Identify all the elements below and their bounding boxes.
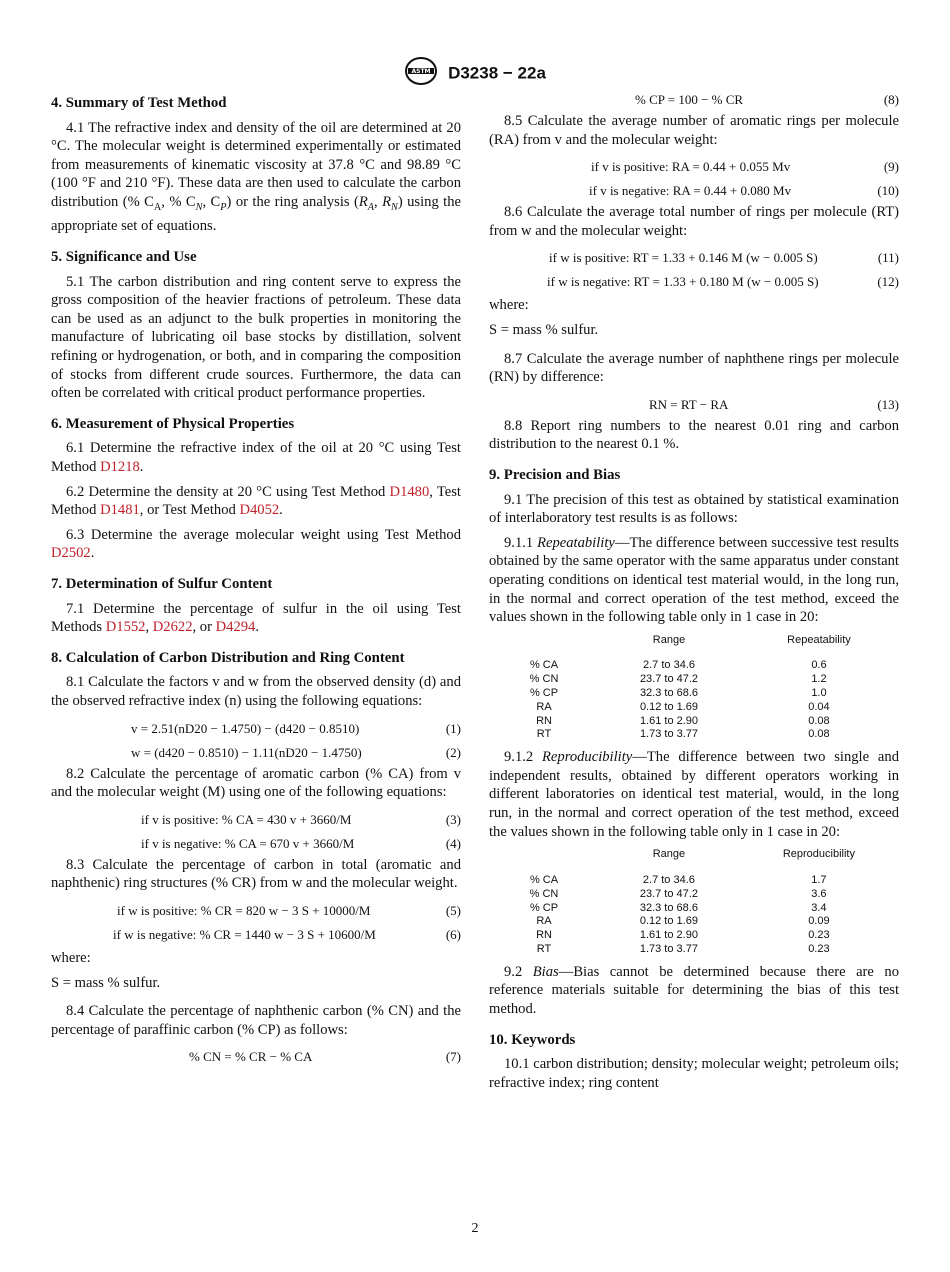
sulfur-definition-1: S = mass % sulfur. — [51, 974, 161, 991]
table-row: RA 0.12 to 1.69 0.09 — [536, 915, 830, 928]
section-8-title: 8. Calculation of Carbon Distribution and Ring Content — [51, 649, 405, 666]
table-row: RT 1.73 to 3.77 0.08 — [536, 728, 830, 741]
where-label-2: where: — [489, 297, 529, 314]
paragraph-9-1: 9.1 The precision of this test as obtained by statistical examination of interlaboratory test results is as follows: — [489, 491, 899, 527]
equation-3: if v is positive: % CA = 430 v + 3660/M (3) — [141, 811, 461, 827]
ref-d1218-link[interactable]: D1218 — [100, 459, 140, 475]
paragraph-8-4: 8.4 Calculate the percentage of naphthenic carbon (% CN) and the percentage of paraffinic carbon (% CP) as follows: — [51, 1003, 461, 1038]
table-header: Reproducibility — [782, 848, 855, 861]
reproducibility-table — [489, 847, 899, 957]
table-header: Repeatability — [787, 633, 851, 646]
paragraph-4-1: 4.1 The refractive index and density of the oil are determined at 20 °C. The molecular weight is determined experimentally or estimated from measurements of kinematic viscosity at 37.8 °C and 98.89 °C (100 °F and 210 °F). These data are then used to calculate the carbon distribution (% $C_A$, % $C_N$, $C_P$) or the ring analysis ($R_A$, $R_N$) using the appropriate set of equations. — [51, 119, 462, 235]
astm-logo-text: ASTM — [411, 68, 431, 75]
paragraph-8-7: 8.7 Calculate the average number of naphthene rings per molecule (RN) by difference: — [489, 350, 899, 386]
sulfur-definition-2: S = mass % sulfur. — [489, 321, 599, 338]
paragraph-7-1: 7.1 Determine the percentage of sulfur in the oil using Test Methods D1552, D2622, or D4294. — [51, 600, 461, 636]
table-header: Range — [652, 633, 686, 646]
table-row: RA 0.12 to 1.69 0.04 — [536, 700, 830, 713]
paragraph-5-1: 5.1 The carbon distribution and ring content serve to express the gross composition of the heavier fractions of petroleum. These data can be used as an adjunct to the bulk properties in monitoring the manufacture of lubricating oil base stocks by distillation, solvent refining or hydrogenation, or both, and in comparing the composition of stocks from different crude sources. Furthermore, the data can often be correlated with critical product performance properties. — [51, 273, 461, 402]
paragraph-8-3: 8.3 Calculate the percentage of carbon in total (aromatic and naphthenic) ring structures (% CR) from w and the molecular weight. — [51, 856, 461, 892]
equation-7: % CN = % CR − % CA (7) — [189, 1049, 461, 1065]
table-row: RN 1.61 to 2.90 0.23 — [536, 929, 830, 942]
table-header — [489, 847, 599, 874]
paragraph-9-1-2: 9.1.2 Reproducibility—The difference between two single and independent results, obtained by different operators working in different laboratories on identical test material, would, in the long run, in the normal and correct operation of the test method, exceed the values shown in the following table only in 1 case in 20: — [489, 749, 899, 840]
section-4-title: 4. Summary of Test Method — [51, 95, 227, 111]
equation-8: % CP = 100 − % CR (8) — [635, 92, 899, 107]
paragraph-10-1: 10.1 carbon distribution; density; molecular weight; petroleum oils; refractive index; ring content — [489, 1056, 899, 1091]
equation-9: if v is positive: RA = 0.44 + 0.055 Mv (9) — [591, 159, 899, 175]
paragraph-9-2: 9.2 Bias—Bias cannot be determined because there are no reference materials suitable for determining the bias of this test method. — [489, 963, 899, 1017]
equation-10: if v is negative: RA = 0.44 + 0.080 Mv (10) — [589, 183, 899, 199]
astm-logo-icon — [404, 56, 438, 91]
paragraph-8-8: 8.8 Report ring numbers to the nearest 0.01 ring and carbon distribution to the nearest 0.1 %. — [489, 417, 899, 453]
paragraph-8-1: 8.1 Calculate the factors v and w from the observed density (d) and the observed refractive index (n) using the following equations: — [51, 674, 461, 709]
section-5-title: 5. Significance and Use — [51, 249, 197, 266]
ref-d1481-link[interactable]: D1481 — [100, 502, 140, 519]
ref-d4294-link[interactable]: D4294 — [215, 619, 256, 636]
table-header: Range — [652, 848, 686, 861]
table-row: RN 1.61 to 2.90 0.08 — [536, 714, 830, 727]
paragraph-6-2: 6.2 Determine the density at 20 °C using Test Method D1480, Test Method D1481, or Test Method D4052. — [51, 483, 461, 519]
equation-13: RN = RT − RA (13) — [649, 396, 899, 412]
equation-5: if w is positive: % CR = 820 w − 3 S + 10000/M (5) — [117, 902, 461, 918]
left-column — [51, 92, 461, 1069]
page-header — [0, 56, 950, 91]
paragraph-8-2: 8.2 Calculate the percentage of aromatic carbon (% CA) from v and the molecular weight (M) using one of the following equations: — [51, 765, 461, 801]
section-6-title: 6. Measurement of Physical Properties — [51, 415, 295, 432]
right-column — [489, 88, 899, 1098]
section-10-title: 10. Keywords — [489, 1031, 576, 1048]
table-row: % CP 32.3 to 68.6 1.0 — [529, 687, 827, 700]
section-9-title: 9. Precision and Bias — [489, 466, 621, 483]
paragraph-8-6: 8.6 Calculate the average total number of rings per molecule (RT) from w and the molecular weight: — [489, 204, 899, 239]
paragraph-9-1-1: 9.1.1 Repeatability—The difference between successive test results obtained by the same operator with the same apparatus under constant operating conditions on identical test material would, in the long run, in the normal and correct operation of the test method, exceed the values shown in the following table only in 1 case in 20: — [489, 534, 899, 626]
page-number: 2 — [471, 1221, 479, 1236]
table-row: RT 1.73 to 3.77 0.23 — [536, 943, 830, 956]
ref-d1552-link[interactable]: D1552 — [105, 619, 146, 636]
ref-d2622-link[interactable]: D2622 — [152, 619, 193, 636]
ref-d2502-link[interactable]: D2502 — [51, 545, 91, 562]
paragraph-6-3: 6.3 Determine the average molecular weight using Test Method D2502. — [51, 526, 461, 562]
equation-2: w = (d420 − 0.8510) − 1.11(nD20 − 1.4750) (2) — [131, 744, 461, 760]
document-id: D3238 − 22a — [448, 63, 546, 83]
section-7-title: 7. Determination of Sulfur Content — [51, 575, 273, 592]
paragraph-8-5: 8.5 Calculate the average number of aromatic rings per molecule (RA) from v and the molecular weight: — [489, 113, 899, 148]
equation-11: if w is positive: RT = 1.33 + 0.146 M (w − 0.005 S) (11) — [549, 250, 899, 266]
table-row: % CA 2.7 to 34.6 0.6 — [529, 659, 827, 672]
repeatability-table — [489, 633, 899, 743]
table-row: % CA 2.7 to 34.6 1.7 — [529, 874, 827, 887]
equation-4: if v is negative: % CA = 670 v + 3660/M (4) — [141, 835, 461, 851]
where-label-1: where: — [51, 949, 91, 966]
table-row: % CP 32.3 to 68.6 3.4 — [529, 901, 827, 914]
table-header — [489, 633, 599, 660]
table-row: % CN 23.7 to 47.2 3.6 — [529, 887, 827, 900]
equation-6: if w is negative: % CR = 1440 w − 3 S + 10600/M (6) — [113, 926, 461, 942]
ref-d4052-link[interactable]: D4052 — [239, 502, 280, 519]
ref-d1480-link[interactable]: D1480 — [389, 483, 430, 500]
equation-12: if w is negative: RT = 1.33 + 0.180 M (w − 0.005 S) (12) — [547, 274, 899, 290]
paragraph-6-1: 6.1 Determine the refractive index of the oil at 20 °C using Test Method D1218. — [51, 440, 461, 475]
table-row: % CN 23.7 to 47.2 1.2 — [529, 673, 827, 686]
equation-1: v = 2.51(nD20 − 1.4750) − (d420 − 0.8510) (1) — [131, 720, 461, 736]
